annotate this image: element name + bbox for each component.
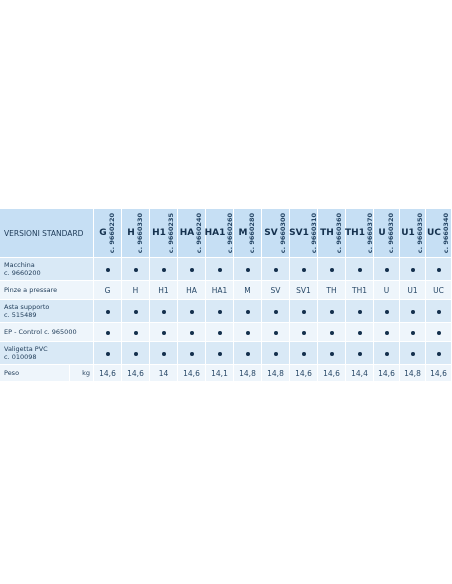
included-dot-icon xyxy=(302,268,306,272)
row-label-main: Macchina xyxy=(4,261,35,269)
version-letter: H xyxy=(127,228,135,238)
included-dot-icon xyxy=(218,352,222,356)
table-cell: 14,4 xyxy=(346,365,374,381)
included-cell xyxy=(150,342,178,364)
included-dot-icon xyxy=(162,331,166,335)
included-dot-icon xyxy=(218,331,222,335)
included-cell xyxy=(374,300,400,322)
table-cell: 14,6 xyxy=(290,365,318,381)
included-dot-icon xyxy=(358,352,362,356)
included-cell xyxy=(318,342,346,364)
table-cell: 14,8 xyxy=(400,365,426,381)
version-code: c. 9660310 xyxy=(309,212,318,254)
version-letter: UC xyxy=(427,228,441,238)
table-cell: M xyxy=(234,281,262,299)
table-row-ep-control xyxy=(0,323,452,341)
included-cell xyxy=(122,342,150,364)
included-dot-icon xyxy=(302,352,306,356)
included-dot-icon xyxy=(190,268,194,272)
version-column-header xyxy=(94,209,122,257)
included-cell xyxy=(400,300,426,322)
table-cell: SV xyxy=(262,281,290,299)
table-row-valigetta xyxy=(0,342,452,364)
included-cell xyxy=(318,300,346,322)
row-label xyxy=(0,258,94,280)
included-dot-icon xyxy=(385,331,389,335)
included-cell xyxy=(346,300,374,322)
included-cell xyxy=(206,258,234,280)
included-dot-icon xyxy=(190,310,194,314)
version-letter: HA1 xyxy=(204,228,226,238)
included-dot-icon xyxy=(330,310,334,314)
included-cell xyxy=(94,258,122,280)
included-dot-icon xyxy=(411,268,415,272)
included-cell xyxy=(206,323,234,341)
row-label-code: c. 9660200 xyxy=(4,269,41,277)
row-label xyxy=(0,342,94,364)
version-letter: G xyxy=(99,228,107,238)
row-label-code: c. 515489 xyxy=(4,311,37,319)
included-dot-icon xyxy=(162,352,166,356)
included-cell xyxy=(234,300,262,322)
included-dot-icon xyxy=(106,331,110,335)
version-code: c. 9660220 xyxy=(107,212,116,254)
included-dot-icon xyxy=(162,310,166,314)
included-cell xyxy=(426,300,452,322)
included-cell xyxy=(234,323,262,341)
included-dot-icon xyxy=(106,310,110,314)
included-cell xyxy=(262,258,290,280)
version-code: c. 9660260 xyxy=(226,212,235,254)
included-cell xyxy=(94,300,122,322)
version-column-header xyxy=(290,209,318,257)
included-cell xyxy=(374,258,400,280)
included-dot-icon xyxy=(274,331,278,335)
included-dot-icon xyxy=(246,331,250,335)
included-dot-icon xyxy=(162,268,166,272)
table-cell: 14,6 xyxy=(426,365,452,381)
row-label: Peso xyxy=(0,365,70,381)
included-dot-icon xyxy=(411,352,415,356)
version-code: c. 9660370 xyxy=(365,212,374,254)
table-cell: UC xyxy=(426,281,452,299)
included-cell xyxy=(178,342,206,364)
included-cell xyxy=(318,258,346,280)
table-cell: U1 xyxy=(400,281,426,299)
included-cell xyxy=(400,323,426,341)
row-label-main: Asta supporto xyxy=(4,303,50,311)
row-label-code: c. 010098 xyxy=(4,353,37,361)
version-column-header xyxy=(206,209,234,257)
version-column-header xyxy=(426,209,452,257)
included-dot-icon xyxy=(437,331,441,335)
included-dot-icon xyxy=(330,352,334,356)
included-dot-icon xyxy=(437,268,441,272)
version-letter: SV1 xyxy=(289,228,309,238)
version-code: c. 9660360 xyxy=(334,212,343,254)
table-cell: TH xyxy=(318,281,346,299)
included-cell xyxy=(150,300,178,322)
included-dot-icon xyxy=(274,310,278,314)
included-cell xyxy=(206,300,234,322)
included-cell xyxy=(150,258,178,280)
included-cell xyxy=(234,258,262,280)
included-dot-icon xyxy=(358,310,362,314)
included-dot-icon xyxy=(106,352,110,356)
included-cell xyxy=(400,258,426,280)
included-cell xyxy=(346,258,374,280)
included-dot-icon xyxy=(274,268,278,272)
table-cell: G xyxy=(94,281,122,299)
row-label: EP - Control c. 965000 xyxy=(0,323,94,341)
table-cell: H xyxy=(122,281,150,299)
table-row-pinze xyxy=(0,281,452,299)
included-dot-icon xyxy=(437,352,441,356)
included-dot-icon xyxy=(385,310,389,314)
table-cell: H1 xyxy=(150,281,178,299)
version-letter: SV xyxy=(264,228,278,238)
included-dot-icon xyxy=(190,331,194,335)
version-letter: TH xyxy=(320,228,334,238)
included-dot-icon xyxy=(106,268,110,272)
row-label: Pinze a pressare xyxy=(0,281,94,299)
included-dot-icon xyxy=(385,352,389,356)
table-row-peso xyxy=(0,365,452,381)
included-cell xyxy=(178,323,206,341)
included-cell xyxy=(94,342,122,364)
version-column-header xyxy=(374,209,400,257)
included-dot-icon xyxy=(218,268,222,272)
included-cell xyxy=(262,300,290,322)
included-cell xyxy=(94,323,122,341)
version-column-header xyxy=(400,209,426,257)
version-letter: U1 xyxy=(401,228,415,238)
version-column-header xyxy=(318,209,346,257)
included-dot-icon xyxy=(302,310,306,314)
table-cell: 14,6 xyxy=(374,365,400,381)
included-cell xyxy=(400,342,426,364)
included-dot-icon xyxy=(218,310,222,314)
table-cell: 14,6 xyxy=(178,365,206,381)
included-dot-icon xyxy=(134,310,138,314)
version-code: c. 9660240 xyxy=(195,212,204,254)
included-cell xyxy=(262,323,290,341)
table-title: VERSIONI STANDARD xyxy=(0,209,94,257)
version-column-header xyxy=(346,209,374,257)
row-label xyxy=(0,300,94,322)
unit-label: kg xyxy=(70,365,94,381)
included-dot-icon xyxy=(330,268,334,272)
version-letter: U xyxy=(378,228,386,238)
table-cell: TH1 xyxy=(346,281,374,299)
version-column-header xyxy=(178,209,206,257)
included-cell xyxy=(426,342,452,364)
table-cell: SV1 xyxy=(290,281,318,299)
included-cell xyxy=(426,323,452,341)
version-code: c. 9660330 xyxy=(135,212,144,254)
table-cell: 14,8 xyxy=(234,365,262,381)
included-dot-icon xyxy=(411,310,415,314)
standard-versions-table xyxy=(0,208,452,382)
included-dot-icon xyxy=(411,331,415,335)
included-dot-icon xyxy=(274,352,278,356)
version-letter: HA xyxy=(179,228,195,238)
included-cell xyxy=(290,300,318,322)
included-dot-icon xyxy=(134,268,138,272)
version-letter: M xyxy=(238,228,248,238)
included-cell xyxy=(290,258,318,280)
version-column-header xyxy=(262,209,290,257)
included-dot-icon xyxy=(330,331,334,335)
included-dot-icon xyxy=(246,268,250,272)
included-dot-icon xyxy=(246,352,250,356)
included-dot-icon xyxy=(246,310,250,314)
table-row-asta xyxy=(0,300,452,322)
included-cell xyxy=(122,323,150,341)
table-cell: 14,6 xyxy=(94,365,122,381)
included-dot-icon xyxy=(190,352,194,356)
version-code: c. 9660340 xyxy=(441,212,450,254)
included-cell xyxy=(206,342,234,364)
included-dot-icon xyxy=(358,331,362,335)
included-cell xyxy=(234,342,262,364)
table-cell: 14,6 xyxy=(122,365,150,381)
included-dot-icon xyxy=(358,268,362,272)
table-cell: 14 xyxy=(150,365,178,381)
included-cell xyxy=(122,300,150,322)
included-cell xyxy=(426,258,452,280)
version-column-header xyxy=(122,209,150,257)
row-label-main: Valigetta PVC xyxy=(4,345,48,353)
version-code: c. 9660280 xyxy=(248,212,257,254)
included-cell xyxy=(122,258,150,280)
included-cell xyxy=(374,342,400,364)
included-cell xyxy=(290,342,318,364)
included-dot-icon xyxy=(385,268,389,272)
table-cell: 14,1 xyxy=(206,365,234,381)
included-cell xyxy=(374,323,400,341)
included-cell xyxy=(150,323,178,341)
table-row-macchina xyxy=(0,258,452,280)
included-cell xyxy=(178,300,206,322)
table-cell: 14,6 xyxy=(318,365,346,381)
version-code: c. 9660235 xyxy=(166,212,175,254)
table-cell: HA xyxy=(178,281,206,299)
included-dot-icon xyxy=(134,352,138,356)
table-cell: 14,8 xyxy=(262,365,290,381)
included-cell xyxy=(290,323,318,341)
included-cell xyxy=(346,342,374,364)
version-code: c. 9660320 xyxy=(386,212,395,254)
table-cell: HA1 xyxy=(206,281,234,299)
included-dot-icon xyxy=(437,310,441,314)
included-cell xyxy=(318,323,346,341)
included-dot-icon xyxy=(302,331,306,335)
version-code: c. 9660350 xyxy=(415,212,424,254)
version-code: c. 9660300 xyxy=(278,212,287,254)
table-cell: U xyxy=(374,281,400,299)
version-column-header xyxy=(234,209,262,257)
version-letter: H1 xyxy=(152,228,166,238)
version-column-header xyxy=(150,209,178,257)
included-cell xyxy=(346,323,374,341)
included-cell xyxy=(178,258,206,280)
version-letter: TH1 xyxy=(345,228,365,238)
included-dot-icon xyxy=(134,331,138,335)
included-cell xyxy=(262,342,290,364)
header-row xyxy=(0,209,452,257)
